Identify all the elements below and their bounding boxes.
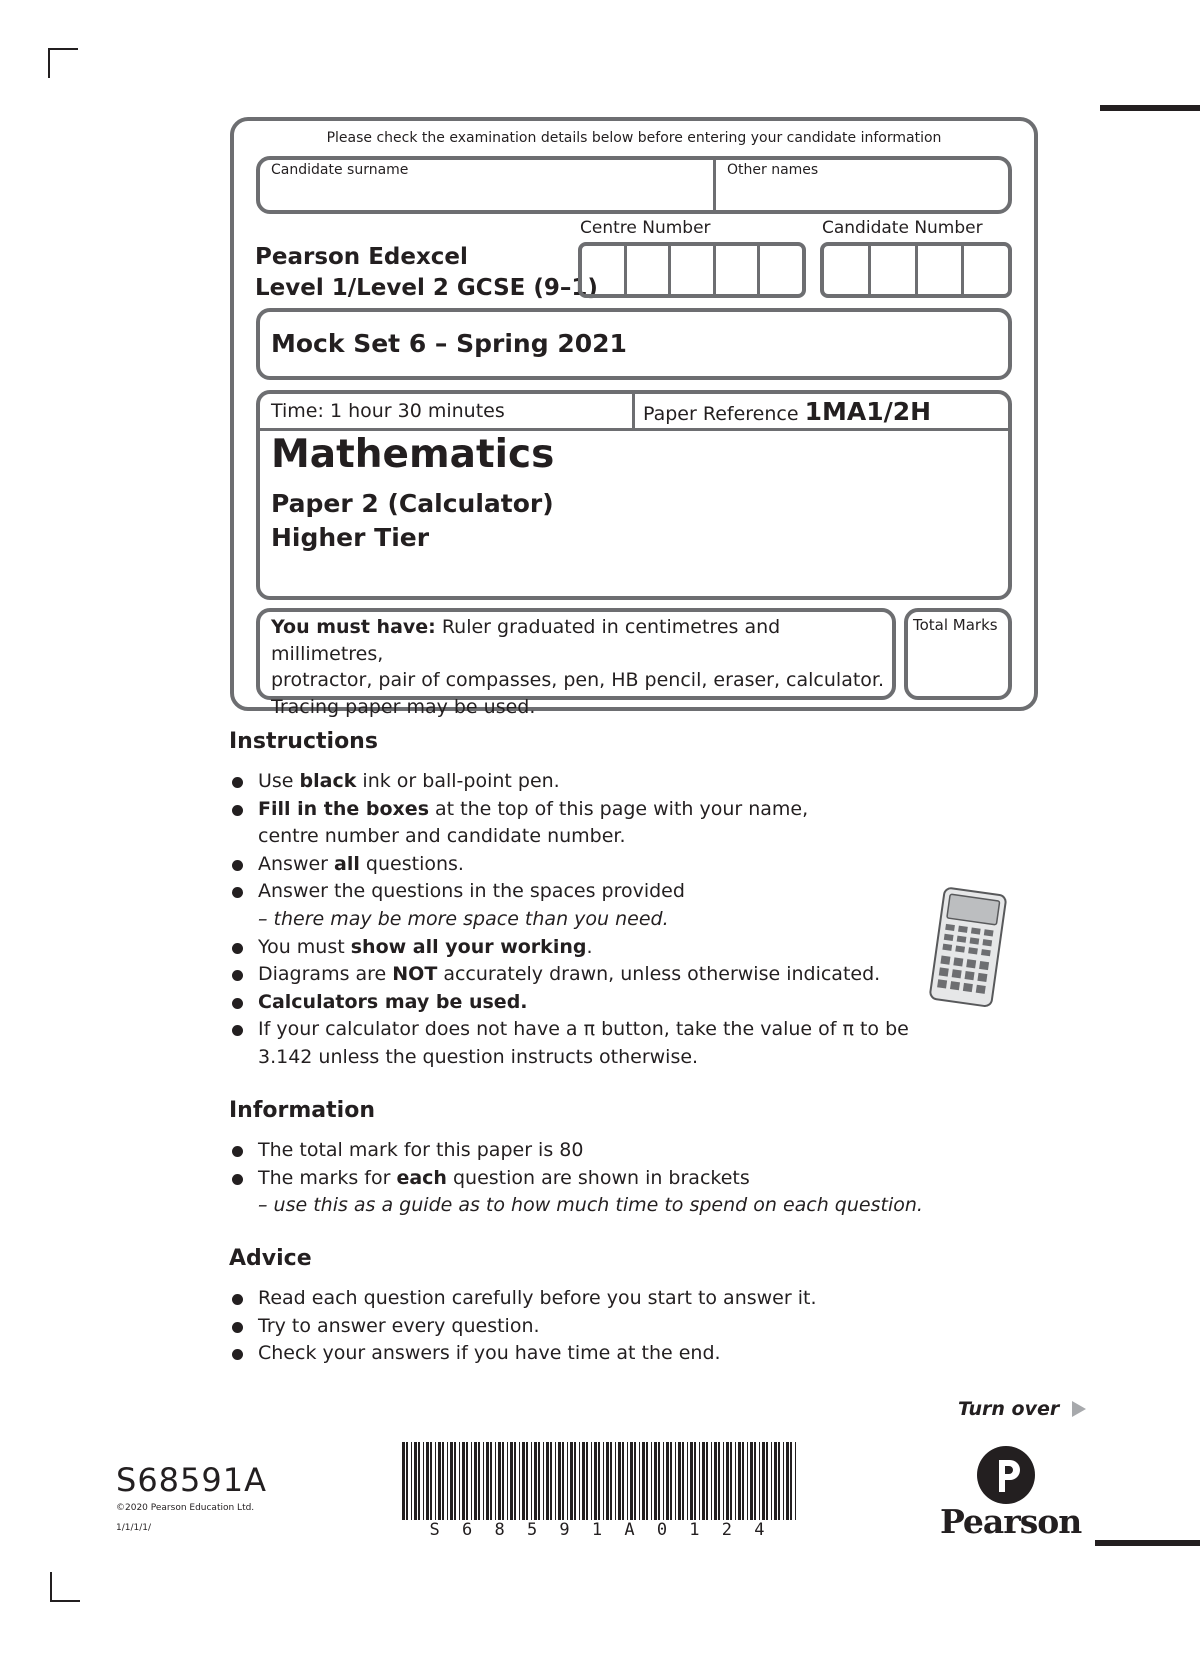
barcode-bar — [606, 1442, 609, 1520]
barcode-bar — [610, 1442, 612, 1520]
barcode-bar — [546, 1442, 549, 1520]
barcode-bar — [730, 1442, 732, 1520]
barcode-bar — [411, 1442, 412, 1520]
crop-mark-bottom — [50, 1600, 80, 1602]
barcode-bar — [639, 1442, 640, 1520]
barcode-bar — [666, 1442, 669, 1520]
pearson-logo-icon — [975, 1444, 1037, 1506]
crop-mark-top-v — [48, 48, 50, 78]
barcode-bar — [498, 1442, 501, 1520]
list-item: The marks for each question are shown in brackets – use this as a guide as to how much time to spend on each question. — [230, 1165, 950, 1220]
barcode-bar — [642, 1442, 645, 1520]
list-item: Read each question carefully before you start to answer it. — [230, 1285, 950, 1313]
advice-list — [230, 1285, 950, 1368]
barcode-bar — [750, 1442, 753, 1520]
crop-mark-bottom-v — [50, 1572, 52, 1602]
barcode-bar — [567, 1442, 568, 1520]
barcode-bar — [570, 1442, 573, 1520]
barcode-bar — [786, 1442, 789, 1520]
paper-reference — [643, 397, 931, 426]
total-marks-label: Total Marks — [913, 616, 998, 634]
barcode-bar — [714, 1442, 717, 1520]
list-item: Use black ink or ball-point pen. — [230, 768, 950, 796]
barcode-bar — [615, 1442, 616, 1520]
candidate-digit-box[interactable] — [871, 246, 918, 294]
barcode-bar — [694, 1442, 696, 1520]
barcode — [400, 1442, 800, 1520]
barcode-bar — [774, 1442, 777, 1520]
barcode-bar — [478, 1442, 480, 1520]
barcode-bar — [459, 1442, 460, 1520]
list-item: Try to answer every question. — [230, 1313, 950, 1341]
list-item: Check your answers if you have time at the end. — [230, 1340, 950, 1368]
paper-reference-label: Paper Reference — [643, 403, 799, 425]
crop-mark-top — [48, 48, 78, 50]
barcode-bar — [622, 1442, 624, 1520]
candidate-digit-box[interactable] — [824, 246, 871, 294]
instructions-list — [230, 768, 950, 1072]
barcode-bar — [402, 1442, 405, 1520]
equipment-line3: Tracing paper may be used. — [271, 695, 536, 718]
barcode-bar — [519, 1442, 520, 1520]
barcode-bar — [574, 1442, 576, 1520]
series-title: Mock Set 6 – Spring 2021 — [271, 329, 627, 358]
candidate-digit-box[interactable] — [964, 246, 1008, 294]
barcode-bar — [594, 1442, 597, 1520]
barcode-bar — [762, 1442, 765, 1520]
centre-digit-box[interactable] — [760, 246, 802, 294]
paper-code: S68591A — [116, 1461, 267, 1499]
barcode-bar — [543, 1442, 544, 1520]
barcode-bar — [406, 1442, 408, 1520]
barcode-bar — [778, 1442, 780, 1520]
barcode-bar — [538, 1442, 540, 1520]
barcode-bar — [627, 1442, 628, 1520]
barcode-bar — [742, 1442, 744, 1520]
barcode-bar — [735, 1442, 736, 1520]
copyright: ©2020 Pearson Education Ltd. — [116, 1503, 255, 1513]
edge-bar-bottom — [1095, 1540, 1200, 1546]
barcode-bar — [474, 1442, 477, 1520]
list-item: If your calculator does not have a π button, take the value of π to be 3.142 unless the question instructs otherwise. — [230, 1016, 950, 1071]
barcode-bar — [783, 1442, 784, 1520]
turn-over[interactable] — [958, 1398, 1086, 1420]
barcode-bar — [442, 1442, 444, 1520]
barcode-bar — [711, 1442, 712, 1520]
barcode-bar — [646, 1442, 648, 1520]
barcode-bar — [507, 1442, 508, 1520]
barcode-bar — [426, 1442, 429, 1520]
barcode-bar — [675, 1442, 676, 1520]
subject-title: Mathematics — [271, 432, 555, 477]
list-item: You must show all your working. — [230, 934, 950, 962]
barcode-bar — [790, 1442, 792, 1520]
barcode-bar — [591, 1442, 592, 1520]
calculator-icon — [925, 885, 1010, 1010]
barcode-bar — [663, 1442, 664, 1520]
list-item: Answer all questions. — [230, 851, 950, 879]
barcode-bar — [603, 1442, 604, 1520]
barcode-bar — [678, 1442, 681, 1520]
barcode-bar — [726, 1442, 729, 1520]
list-item: Fill in the boxes at the top of this page with your name, centre number and candidate number. — [230, 796, 950, 851]
triangle-right-icon — [1072, 1401, 1086, 1417]
barcode-bar — [418, 1442, 420, 1520]
barcode-bar — [654, 1442, 657, 1520]
barcode-bar — [495, 1442, 496, 1520]
list-item: Answer the questions in the spaces provided – there may be more space than you need. — [230, 878, 950, 933]
edge-bar-top — [1100, 105, 1200, 111]
barcode-bar — [558, 1442, 561, 1520]
barcode-bar — [562, 1442, 564, 1520]
equipment-line1: Ruler graduated in centimetres and millimetres, — [271, 616, 781, 665]
barcode-bar — [699, 1442, 700, 1520]
barcode-bar — [682, 1442, 684, 1520]
barcode-bar — [430, 1442, 432, 1520]
barcode-bar — [550, 1442, 552, 1520]
surname-label: Candidate surname — [271, 162, 409, 178]
barcode-bar — [483, 1442, 484, 1520]
barcode-bar — [510, 1442, 513, 1520]
candidate-number-label: Candidate Number — [822, 218, 983, 238]
barcode-bar — [579, 1442, 580, 1520]
exam-time: Time: 1 hour 30 minutes — [271, 400, 505, 422]
centre-digit-box[interactable] — [716, 246, 761, 294]
centre-digit-box[interactable] — [582, 246, 627, 294]
centre-number-boxes[interactable] — [578, 242, 806, 298]
list-item: Diagrams are NOT accurately drawn, unless otherwise indicated. — [230, 961, 950, 989]
other-names-field[interactable] — [720, 162, 1006, 208]
barcode-bar — [702, 1442, 705, 1520]
barcode-bar — [447, 1442, 448, 1520]
barcode-bar — [582, 1442, 585, 1520]
centre-number-label: Centre Number — [580, 218, 711, 238]
equipment-line2: protractor, pair of compasses, pen, HB pencil, eraser, calculator. — [271, 669, 885, 691]
barcode-bar — [502, 1442, 504, 1520]
barcode-bar — [634, 1442, 636, 1520]
print-code: 1/1/1/1/ — [116, 1523, 152, 1533]
barcode-bar — [462, 1442, 465, 1520]
barcode-bar — [514, 1442, 516, 1520]
barcode-bar — [630, 1442, 633, 1520]
barcode-bar — [522, 1442, 525, 1520]
paper-reference-code: 1MA1/2H — [804, 397, 932, 426]
name-divider — [713, 158, 716, 212]
barcode-bar — [747, 1442, 748, 1520]
barcode-bar — [435, 1442, 436, 1520]
barcode-bar — [586, 1442, 588, 1520]
information-heading: Information — [229, 1098, 375, 1123]
board-level: Level 1/Level 2 GCSE (9–1) — [255, 275, 598, 301]
barcode-bar — [471, 1442, 472, 1520]
barcode-bar — [754, 1442, 756, 1520]
barcode-bar — [706, 1442, 708, 1520]
barcode-bar — [759, 1442, 760, 1520]
publisher-name: Pearson — [940, 1502, 1082, 1541]
barcode-bar — [690, 1442, 693, 1520]
barcode-bar — [531, 1442, 532, 1520]
instructions-heading: Instructions — [229, 729, 378, 754]
barcode-bar — [486, 1442, 489, 1520]
candidate-digit-box[interactable] — [918, 246, 965, 294]
barcode-bar — [490, 1442, 492, 1520]
barcode-bar — [723, 1442, 724, 1520]
barcode-bar — [771, 1442, 772, 1520]
barcode-text: S 6 8 5 9 1 A 0 1 2 4 — [429, 1520, 771, 1540]
list-item: The total mark for this paper is 80 — [230, 1137, 950, 1165]
barcode-bar — [534, 1442, 537, 1520]
barcode-bar — [687, 1442, 688, 1520]
surname-field[interactable] — [262, 162, 708, 208]
board-name: Pearson Edexcel — [255, 244, 468, 270]
barcode-bar — [414, 1442, 417, 1520]
header-note: Please check the examination details below before entering your candidate information — [326, 130, 942, 146]
other-names-label: Other names — [727, 162, 819, 178]
turn-over-label: Turn over — [958, 1398, 1060, 1420]
barcode-bar — [454, 1442, 456, 1520]
time-ref-divider — [632, 392, 635, 430]
barcode-bar — [466, 1442, 468, 1520]
barcode-bar — [766, 1442, 768, 1520]
advice-heading: Advice — [229, 1246, 312, 1271]
barcode-bar — [438, 1442, 441, 1520]
centre-digit-box[interactable] — [627, 246, 672, 294]
tier-title: Higher Tier — [271, 523, 430, 552]
barcode-bar — [738, 1442, 741, 1520]
centre-digit-box[interactable] — [671, 246, 716, 294]
list-item: Calculators may be used. — [230, 989, 950, 1017]
barcode-bar — [658, 1442, 660, 1520]
equipment-text — [271, 614, 891, 720]
barcode-bar — [618, 1442, 621, 1520]
barcode-bar — [718, 1442, 720, 1520]
barcode-bar — [555, 1442, 556, 1520]
equipment-label: You must have: — [271, 616, 436, 638]
barcode-bar — [598, 1442, 600, 1520]
paper-title: Paper 2 (Calculator) — [271, 489, 554, 518]
candidate-number-boxes[interactable] — [820, 242, 1012, 298]
barcode-bar — [450, 1442, 453, 1520]
barcode-bar — [651, 1442, 652, 1520]
barcode-bar — [423, 1442, 424, 1520]
barcode-bar — [526, 1442, 528, 1520]
information-list — [230, 1137, 950, 1220]
barcode-bar — [670, 1442, 672, 1520]
barcode-bar — [795, 1442, 796, 1520]
